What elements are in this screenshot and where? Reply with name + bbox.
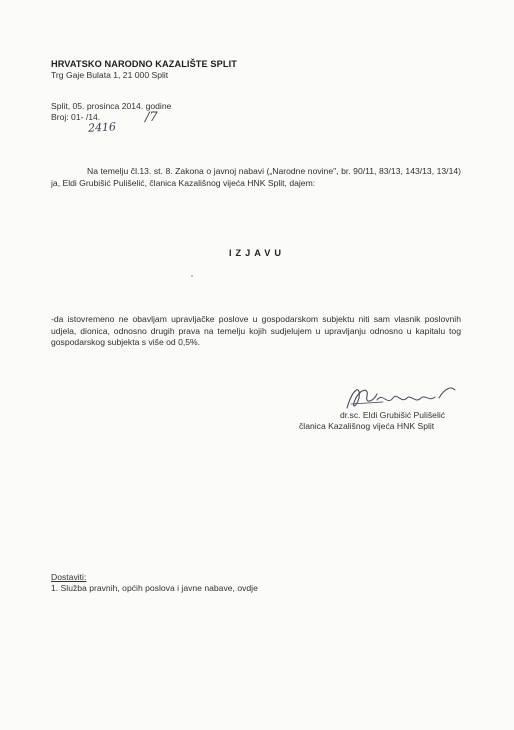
reference-number: Broj: 01- /14.: [51, 112, 101, 122]
intro-paragraph: Na temelju čl.13. st. 8. Zakona o javnoj nabavi („Narodne novine", br. 90/11, 83/13, 143/13, 13/14) ja, Eldi Grubišić Pulišelić, članica Kazališnog vijeća HNK Split, dajem:: [51, 166, 461, 188]
distribution-item: 1. Služba pravnih, općih poslova i javne nabave, ovdje: [51, 583, 258, 593]
handwritten-reference-suffix: /7: [145, 110, 158, 125]
stray-dot: [191, 275, 193, 277]
signatory-name: dr.sc. Eldi Grubišić Pulišelić: [340, 410, 446, 420]
distribution-label: Dostaviti:: [51, 572, 87, 582]
handwritten-reference-number: 2416: [87, 120, 117, 135]
document-title: IZJAVU: [229, 248, 285, 258]
statement-paragraph: -da istovremeno ne obavljam upravljačke poslove u gospodarskom subjektu niti sam vlasnik poslovnih udjela, dionica, odnosno drugih prava na temelju kojih sudjelujem u upravljanju odnosno u kapitalu tog gospodarskog subjekta s više od 0,5%.: [51, 314, 461, 347]
date-line: Split, 05. prosinca 2014. godine: [51, 101, 172, 111]
institution-name: HRVATSKO NARODNO KAZALIŠTE SPLIT: [51, 59, 237, 69]
handwritten-signature: [343, 380, 473, 414]
signatory-role: članica Kazališnog vijeća HNK Split: [299, 421, 435, 431]
institution-address: Trg Gaje Bulata 1, 21 000 Split: [51, 70, 169, 80]
